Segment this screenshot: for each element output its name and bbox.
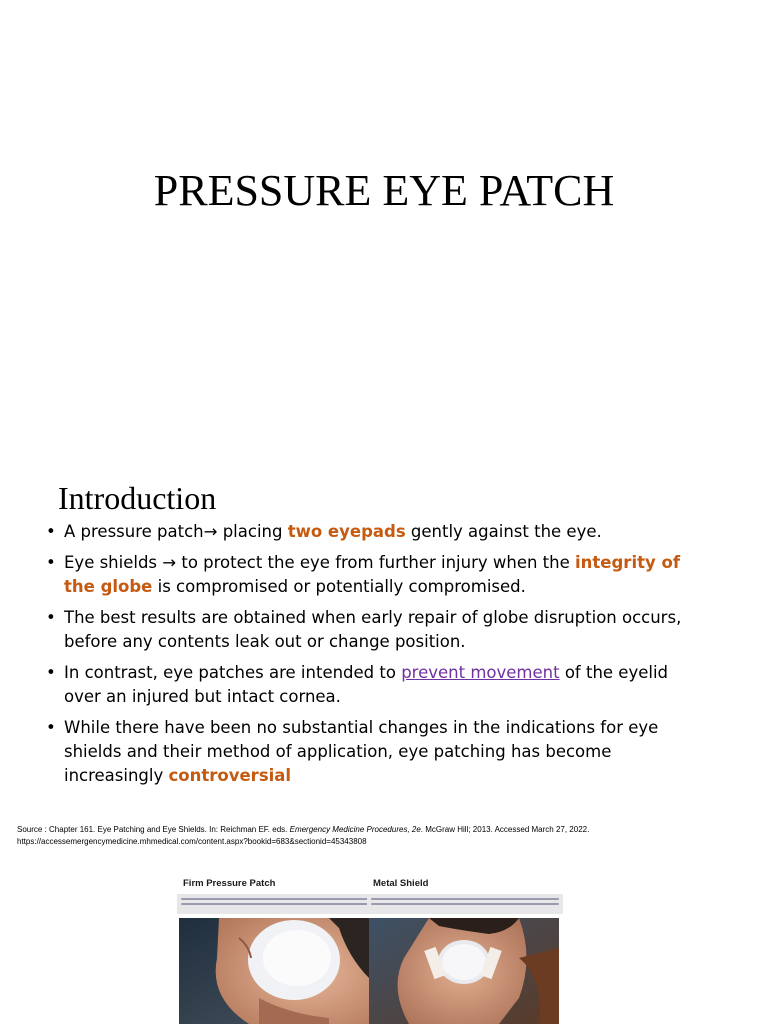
source-prefix: Source : Chapter 161. Eye Patching and Eye Shields. In: Reichman EF. eds.: [17, 825, 290, 834]
bullet-text: A pressure patch: [64, 522, 204, 541]
section-heading: Introduction: [58, 480, 217, 516]
bullet-text: is compromised or potentially compromised.: [152, 577, 526, 596]
figure-caption-box: [177, 894, 373, 914]
highlight-text: two eyepads: [287, 522, 406, 541]
bullet-text: The best results are obtained when early repair of globe disruption occurs, before any contents leak out or change position.: [64, 608, 682, 651]
arrow-icon: →: [162, 553, 177, 572]
pressure-patch-panel: [177, 872, 373, 1024]
bullet-item: [46, 661, 710, 709]
source-suffix: . McGraw Hill; 2013. Accessed March 27, 2022. https://accessemergencymedicine.mhmedical.com/content.aspx?bookid=683&sectionid=45343808: [17, 825, 590, 846]
bullet-text: gently against the eye.: [405, 522, 602, 541]
bullet-text: In contrast, eye patches are intended to: [64, 663, 402, 682]
bullet-item: [46, 606, 710, 654]
bullet-text: While there have been no substantial changes in the indications for eye shields and their method of application, eye patching has become increasingly: [64, 718, 659, 785]
bullet-text: placing: [217, 522, 288, 541]
bullet-text: to protect the eye from further injury when the: [176, 553, 576, 572]
bullet-text: Eye shields: [64, 553, 163, 572]
bullet-item: [46, 551, 710, 599]
arrow-icon: →: [203, 522, 218, 541]
figure-caption-box: [367, 894, 563, 914]
metal-shield-title: Metal Shield: [373, 878, 429, 889]
bullet-item: [46, 520, 710, 544]
slide-title: PRESSURE EYE PATCH: [153, 166, 615, 215]
highlight-text: controversial: [168, 766, 292, 785]
metal-shield-photo: [369, 918, 559, 1024]
bullet-text: of the eyelid over an injured but intact cornea.: [64, 663, 669, 706]
metal-shield-panel: [367, 872, 563, 1024]
pressure-patch-title: Firm Pressure Patch: [183, 878, 276, 889]
pressure-patch-photo: [179, 918, 369, 1024]
bullet-item: [46, 716, 710, 788]
prevent-movement-link[interactable]: prevent movement: [401, 663, 560, 682]
source-book-title: Emergency Medicine Procedures, 2e: [289, 825, 421, 834]
highlight-text: integrity of the globe: [64, 553, 681, 596]
eye-patch-figure: [165, 872, 577, 1024]
source-citation: [17, 824, 617, 848]
bullet-list: [46, 520, 710, 795]
